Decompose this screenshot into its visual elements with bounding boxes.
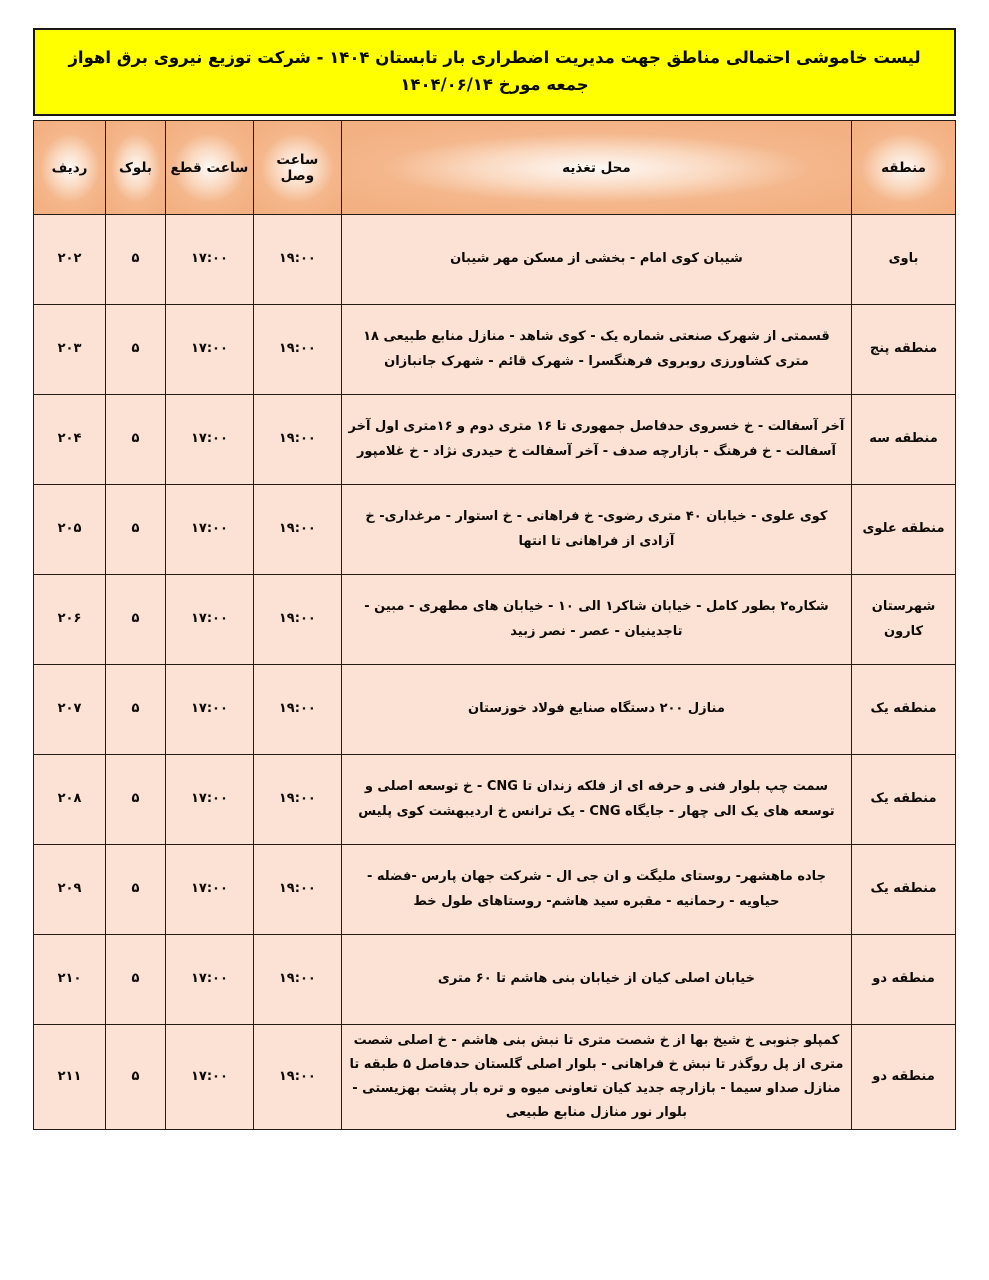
- cell-blok: ۵: [106, 665, 166, 755]
- cell-saat-ghat: ۱۷:۰۰: [165, 395, 253, 485]
- cell-radif: ۲۰۴: [34, 395, 106, 485]
- cell-mantagheh: منطقه یک: [852, 845, 956, 935]
- column-header-saat-ghat: ساعت قطع: [165, 121, 253, 215]
- table-header-row: [34, 121, 956, 215]
- cell-saat-ghat: ۱۷:۰۰: [165, 845, 253, 935]
- table-row: [34, 305, 956, 395]
- cell-radif: ۲۱۱: [34, 1025, 106, 1130]
- cell-radif: ۲۰۷: [34, 665, 106, 755]
- cell-saat-vasl: ۱۹:۰۰: [253, 485, 341, 575]
- table-row: [34, 575, 956, 665]
- cell-radif: ۲۰۲: [34, 215, 106, 305]
- title-banner: [33, 28, 956, 116]
- cell-mahal-taghziye: سمت چپ بلوار فنی و حرفه ای از فلکه زندان تا CNG - خ توسعه اصلی و توسعه های یک الی چهار - جایگاه CNG - یک ترانس خ اردیبهشت کوی پلیس: [341, 755, 851, 845]
- cell-mahal-taghziye: شکاره۲ بطور کامل - خیابان شاکر۱ الی ۱۰ - خیابان های مطهری - مبین - تاجدینیان - عصر - نصر زبید: [341, 575, 851, 665]
- cell-blok: ۵: [106, 215, 166, 305]
- cell-mahal-taghziye: کوی علوی - خیابان ۴۰ متری رضوی- خ فراهانی - خ استوار - مرغداری- خ آزادی از فراهانی تا انتها: [341, 485, 851, 575]
- cell-mahal-taghziye: منازل ۲۰۰ دستگاه صنایع فولاد خوزستان: [341, 665, 851, 755]
- cell-mantagheh: منطقه سه: [852, 395, 956, 485]
- cell-mahal-taghziye: جاده ماهشهر- روستای ملیگت و ان جی ال - شرکت جهان پارس -فضله - حیاویه - رحمانیه - مقبره سید هاشم- روستاهای طول خط: [341, 845, 851, 935]
- column-header-blok: بلوک: [106, 121, 166, 215]
- cell-mantagheh: منطقه یک: [852, 665, 956, 755]
- cell-saat-vasl: ۱۹:۰۰: [253, 395, 341, 485]
- cell-saat-ghat: ۱۷:۰۰: [165, 485, 253, 575]
- table-row: [34, 395, 956, 485]
- cell-saat-vasl: ۱۹:۰۰: [253, 845, 341, 935]
- table-header: [34, 121, 956, 215]
- cell-blok: ۵: [106, 305, 166, 395]
- cell-saat-ghat: ۱۷:۰۰: [165, 665, 253, 755]
- table-row: [34, 215, 956, 305]
- cell-mahal-taghziye: کمپلو جنوبی خ شیخ بها از خ شصت متری تا نبش بنی هاشم - خ اصلی شصت متری از پل روگذر تا نبش خ فراهانی - بلوار اصلی گلستان حدفاصل ۵ طبقه تا منازل صداو سیما - بازارچه جدید کیان تعاونی میوه و تره بار پشت بهزیستی - بلوار نور منازل منابع طبیعی: [341, 1025, 851, 1130]
- column-header-saat-vasl: ساعت وصل: [253, 121, 341, 215]
- table-row: [34, 755, 956, 845]
- cell-mantagheh: شهرستان کارون: [852, 575, 956, 665]
- cell-radif: ۲۰۳: [34, 305, 106, 395]
- cell-saat-ghat: ۱۷:۰۰: [165, 755, 253, 845]
- table-row: [34, 935, 956, 1025]
- cell-saat-vasl: ۱۹:۰۰: [253, 1025, 341, 1130]
- column-header-mahal-taghziye: محل تغذیه: [341, 121, 851, 215]
- table-row: [34, 665, 956, 755]
- cell-saat-vasl: ۱۹:۰۰: [253, 935, 341, 1025]
- outage-schedule-table: [33, 120, 956, 1130]
- cell-blok: ۵: [106, 1025, 166, 1130]
- cell-mahal-taghziye: قسمتی از شهرک صنعتی شماره یک - کوی شاهد - منازل منابع طبیعی ۱۸ متری کشاورزی روبروی فرهنگسرا - شهرک قائم - شهرک جانبازان: [341, 305, 851, 395]
- table-row: [34, 485, 956, 575]
- cell-radif: ۲۰۶: [34, 575, 106, 665]
- cell-saat-vasl: ۱۹:۰۰: [253, 575, 341, 665]
- cell-mantagheh: منطقه دو: [852, 935, 956, 1025]
- cell-saat-vasl: ۱۹:۰۰: [253, 305, 341, 395]
- column-header-mantagheh: منطقه: [852, 121, 956, 215]
- cell-mantagheh: باوی: [852, 215, 956, 305]
- cell-mantagheh: منطقه پنج: [852, 305, 956, 395]
- cell-saat-ghat: ۱۷:۰۰: [165, 305, 253, 395]
- table-body: [34, 215, 956, 1130]
- cell-mantagheh: منطقه علوی: [852, 485, 956, 575]
- cell-saat-ghat: ۱۷:۰۰: [165, 575, 253, 665]
- cell-radif: ۲۰۵: [34, 485, 106, 575]
- cell-mantagheh: منطقه دو: [852, 1025, 956, 1130]
- page-title-line-2: جمعه مورخ ۱۴۰۴/۰۶/۱۴: [400, 75, 589, 94]
- table-row: [34, 1025, 956, 1130]
- cell-saat-ghat: ۱۷:۰۰: [165, 935, 253, 1025]
- cell-blok: ۵: [106, 485, 166, 575]
- cell-mahal-taghziye: شیبان کوی امام - بخشی از مسکن مهر شیبان: [341, 215, 851, 305]
- cell-mahal-taghziye: خیابان اصلی کیان از خیابان بنی هاشم تا ۶۰ متری: [341, 935, 851, 1025]
- cell-blok: ۵: [106, 395, 166, 485]
- cell-radif: ۲۰۸: [34, 755, 106, 845]
- column-header-radif: ردیف: [34, 121, 106, 215]
- page-title-line-1: لیست خاموشی احتمالی مناطق جهت مدیریت اضطراری بار تابستان ۱۴۰۴ - شرکت توزیع نیروی برق اهواز: [68, 48, 921, 68]
- cell-saat-ghat: ۱۷:۰۰: [165, 215, 253, 305]
- cell-mahal-taghziye: آخر آسفالت - خ خسروی حدفاصل جمهوری تا ۱۶ متری دوم و ۱۶متری اول آخر آسفالت - خ فرهنگ - بازارچه صدف - آخر آسفالت خ حیدری نژاد - خ غلامپور: [341, 395, 851, 485]
- cell-blok: ۵: [106, 845, 166, 935]
- cell-saat-vasl: ۱۹:۰۰: [253, 755, 341, 845]
- cell-blok: ۵: [106, 935, 166, 1025]
- cell-saat-vasl: ۱۹:۰۰: [253, 215, 341, 305]
- cell-radif: ۲۱۰: [34, 935, 106, 1025]
- cell-blok: ۵: [106, 575, 166, 665]
- cell-blok: ۵: [106, 755, 166, 845]
- cell-mantagheh: منطقه یک: [852, 755, 956, 845]
- table-row: [34, 845, 956, 935]
- cell-saat-vasl: ۱۹:۰۰: [253, 665, 341, 755]
- cell-radif: ۲۰۹: [34, 845, 106, 935]
- cell-saat-ghat: ۱۷:۰۰: [165, 1025, 253, 1130]
